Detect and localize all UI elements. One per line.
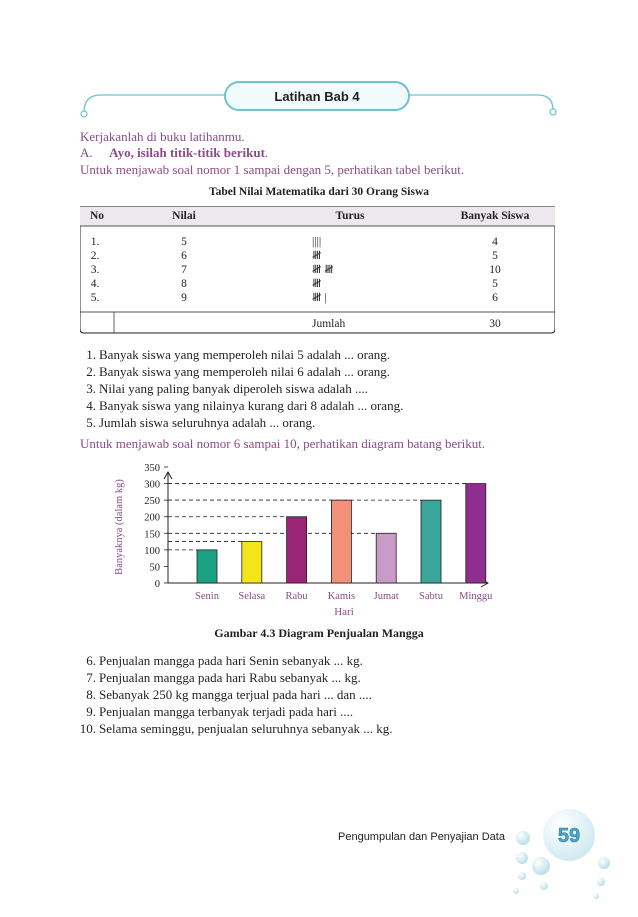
section-heading-text: Ayo, isilah titik-titik berikut <box>109 145 265 160</box>
x-tick-label: Minggu <box>459 591 493 602</box>
list-item <box>70 686 393 703</box>
instruction-text: Kerjakanlah di buku latihanmu. <box>80 129 245 144</box>
cell-turus: |||| <box>312 236 322 248</box>
bar-selasa <box>242 542 262 583</box>
col-header-nilai: Nilai <box>172 210 196 222</box>
section-heading-dot: . <box>264 145 269 160</box>
cell-banyak: 4 <box>492 236 498 248</box>
x-tick-label: Kamis <box>327 591 356 602</box>
question-number: 9. <box>86 704 96 719</box>
x-tick-label: Rabu <box>285 591 308 602</box>
question-text: Penjualan mangga pada hari Rabu sebanyak ... kg. <box>99 670 361 685</box>
cell-nilai: 6 <box>181 250 187 262</box>
question-text: Banyak siswa yang memperoleh nilai 6 adalah ... orang. <box>99 364 390 379</box>
y-tick-label: 50 <box>149 562 160 574</box>
list-item <box>70 720 393 737</box>
cell-turus: 𝍸 | <box>312 292 327 304</box>
question-number: 5. <box>86 415 96 430</box>
cell-nilai: 5 <box>181 236 187 248</box>
question-text: Nilai yang paling banyak diperoleh siswa adalah .... <box>99 381 368 396</box>
x-tick-label: Senin <box>195 591 219 602</box>
cell-no: 1. <box>90 236 100 248</box>
cell-no: 4. <box>90 278 100 290</box>
bar-jumat <box>376 533 396 583</box>
y-tick-label: 0 <box>154 579 160 590</box>
bar-senin <box>197 550 217 583</box>
x-tick-label: Selasa <box>238 591 266 602</box>
page-number-decoration <box>500 808 638 917</box>
x-tick-label: Sabtu <box>419 591 443 602</box>
x-tick-label: Jumat <box>373 591 399 602</box>
cell-banyak: 5 <box>492 250 498 262</box>
list-item <box>70 652 393 669</box>
table-title: Tabel Nilai Matematika dari 30 Orang Siswa <box>209 186 429 198</box>
page-number: 59 <box>557 825 581 847</box>
bubble-decoration <box>593 893 599 899</box>
bubble-decoration <box>516 852 528 864</box>
bubble-decoration <box>532 857 550 875</box>
bubble-decoration <box>513 888 519 894</box>
question-number: 4. <box>86 398 96 413</box>
y-tick-label: 350 <box>144 463 160 475</box>
cell-banyak: 5 <box>492 278 498 290</box>
bubble-decoration <box>597 878 605 886</box>
question-number: 7. <box>86 670 96 685</box>
cell-turus: 𝍸 <box>312 250 322 262</box>
question-number: 6. <box>86 653 96 668</box>
question-number: 3. <box>86 381 96 396</box>
bar-rabu <box>287 517 307 583</box>
y-tick-label: 300 <box>144 479 160 491</box>
bar-sabtu <box>421 500 441 583</box>
question-text: Penjualan mangga terbanyak terjadi pada hari .... <box>99 704 354 719</box>
y-tick-label: 100 <box>144 545 160 557</box>
cell-banyak: 6 <box>492 292 498 304</box>
cell-turus: 𝍸 𝍸 <box>312 264 334 276</box>
bar-minggu <box>466 484 486 583</box>
col-header-no: No <box>89 210 105 222</box>
chart-caption: Gambar 4.3 Diagram Penjualan Mangga <box>214 626 424 640</box>
chapter-title: Pengumpulan dan Penyajian Data <box>338 831 505 843</box>
bubble-decoration <box>518 872 526 880</box>
y-tick-label: 250 <box>144 496 160 508</box>
cell-no: 3. <box>90 264 100 276</box>
question-text: Selama seminggu, penjualan seluruhnya sebanyak ... kg. <box>99 721 393 736</box>
question-text: Banyak siswa yang memperoleh nilai 5 adalah ... orang. <box>99 347 390 362</box>
y-tick-label: 200 <box>144 512 160 524</box>
list-item <box>70 703 393 720</box>
cell-no: 2. <box>90 250 100 262</box>
list-item <box>70 669 393 686</box>
bubble-decoration <box>598 857 610 869</box>
question-text: Jumlah siswa seluruhnya adalah ... orang. <box>99 415 316 430</box>
table-instruction: Untuk menjawab soal nomor 1 sampai dengan 5, perhatikan tabel berikut. <box>80 162 465 177</box>
cell-turus: 𝍸 <box>312 278 322 290</box>
cell-banyak: 10 <box>489 264 501 276</box>
bar-kamis <box>331 500 351 583</box>
bubble-decoration <box>540 882 548 890</box>
section-title: Latihan Bab 4 <box>274 88 360 104</box>
chart-instruction: Untuk menjawab soal nomor 6 sampai 10, perhatikan diagram batang berikut. <box>80 436 486 451</box>
y-tick-label: 150 <box>144 529 160 541</box>
cell-nilai: 9 <box>181 292 187 304</box>
question-number: 8. <box>86 687 96 702</box>
question-number: 1. <box>86 347 96 362</box>
question-text: Sebanyak 250 kg mangga terjual pada hari ... dan .... <box>99 687 372 702</box>
cell-nilai: 8 <box>181 278 187 290</box>
question-text: Banyak siswa yang nilainya kurang dari 8 adalah ... orang. <box>99 398 404 413</box>
question-text: Penjualan mangga pada hari Senin sebanyak ... kg. <box>99 653 363 668</box>
x-axis-label: Hari <box>334 606 354 618</box>
question-number: 10. <box>79 721 96 736</box>
cell-no: 5. <box>90 292 100 304</box>
cell-nilai: 7 <box>181 264 187 276</box>
total-value: 30 <box>489 318 501 330</box>
col-header-turus: Turus <box>335 210 365 222</box>
question-number: 2. <box>86 364 96 379</box>
total-label: Jumlah <box>312 318 346 330</box>
y-axis-label: Banyaknya (dalam kg) <box>114 479 125 575</box>
bubble-decoration <box>516 831 530 845</box>
section-letter: A. <box>80 145 93 160</box>
question-list-b <box>70 652 393 737</box>
col-header-banyak: Banyak Siswa <box>460 210 530 222</box>
